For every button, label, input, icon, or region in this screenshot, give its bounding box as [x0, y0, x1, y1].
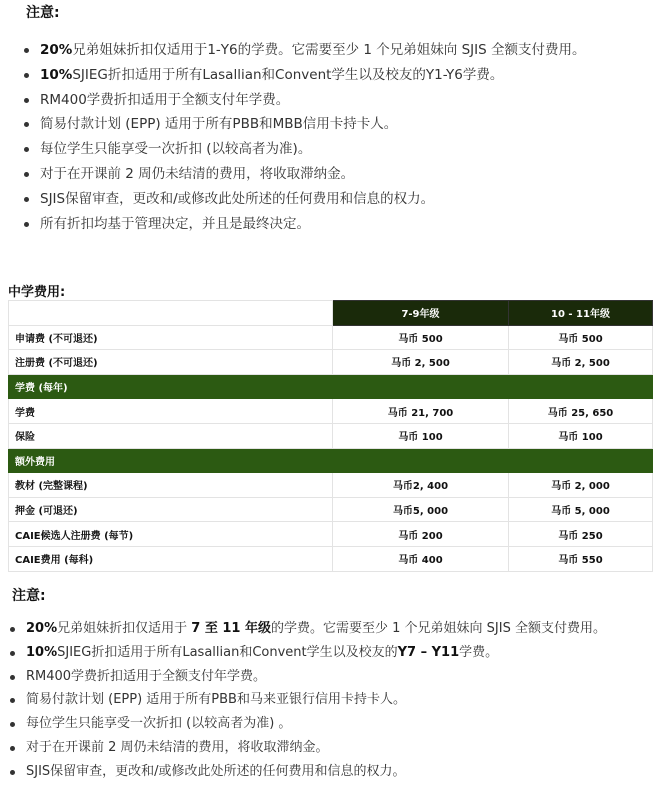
table-row: [9, 399, 653, 424]
row-label: CAIE费用 (每科): [9, 546, 333, 571]
list-item-text: RM400学费折扣适用于全额支付年学费。: [26, 668, 267, 684]
value-grade-10-11: 马币 550: [509, 546, 653, 571]
table-section-row: [9, 448, 653, 473]
notes-list-bottom: [8, 617, 606, 784]
list-item-text: 兄弟姐妹折扣仅适用于: [57, 621, 192, 636]
value-grade-7-9: 马币5, 000: [333, 497, 509, 522]
list-item-text: SJIEG折扣适用于所有Lasallian和Convent学生以及校友的: [57, 644, 398, 660]
list-item: [22, 38, 585, 63]
list-item-bold: 10%: [26, 644, 58, 660]
table-section-row: [9, 374, 653, 399]
row-label: 申请费 (不可退还): [9, 325, 333, 350]
value-grade-7-9: 马币 400: [333, 546, 509, 571]
list-item-text: 的学费。它需要至少 1 个兄弟姐妹向 SJIS 全额支付费用。: [270, 621, 606, 636]
list-item: [8, 760, 606, 784]
notes-heading-bottom: 注意:: [12, 588, 46, 604]
table-row: [9, 522, 653, 547]
row-label: 押金 (可退还): [9, 497, 333, 522]
list-item: [8, 641, 606, 665]
list-item: [8, 712, 606, 736]
list-item: [8, 617, 606, 641]
value-grade-10-11: 马币 25, 650: [509, 399, 653, 424]
list-item: [22, 88, 585, 113]
list-item-bold: 20%: [26, 621, 58, 636]
value-grade-7-9: 马币 2, 500: [333, 350, 509, 375]
list-item: [22, 187, 585, 212]
value-grade-10-11: 马币 2, 500: [509, 350, 653, 375]
list-item-bold: 7 至 11 年级: [191, 621, 271, 636]
list-item: [22, 112, 585, 137]
table-row: [9, 423, 653, 448]
list-item: [8, 688, 606, 712]
list-item: [22, 137, 585, 162]
value-grade-7-9: 马币 200: [333, 522, 509, 547]
list-item-bold: Y7 – Y11: [397, 644, 460, 660]
value-grade-7-9: 马币 500: [333, 325, 509, 350]
value-grade-7-9: 马币 100: [333, 423, 509, 448]
fee-table: [8, 300, 653, 572]
list-item: [8, 665, 606, 689]
value-grade-10-11: 马币 5, 000: [509, 497, 653, 522]
value-grade-7-9: 马币 21, 700: [333, 399, 509, 424]
secondary-fees-title: 中学费用:: [8, 285, 66, 300]
list-item: [8, 736, 606, 760]
notes-heading-top: 注意:: [26, 5, 60, 21]
list-item-text: 简易付款计划 (EPP) 适用于所有PBB和MBB信用卡持卡人。: [40, 116, 398, 133]
header-blank-cell: [9, 301, 333, 326]
table-row: [9, 473, 653, 498]
section-label: 学费 (每年): [9, 374, 653, 399]
list-item-text: 兄弟姐妹折扣仅适用于1-Y6的学费。它需要至少 1 个兄弟姐妹向 SJIS 全额支付费用。: [72, 42, 586, 58]
row-label: 保险: [9, 423, 333, 448]
list-item-text: 简易付款计划 (EPP) 适用于所有PBB和马来亚银行信用卡持卡人。: [26, 692, 406, 708]
value-grade-7-9: 马币2, 400: [333, 473, 509, 498]
row-label: CAIE候选人注册费 (每节): [9, 522, 333, 547]
row-label: 教材 (完整课程): [9, 473, 333, 498]
table-row: [9, 325, 653, 350]
table-header-row: [9, 301, 653, 326]
list-item: [22, 63, 585, 88]
list-item-bold: 20%: [40, 42, 73, 58]
list-item-text: 对于在开课前 2 周仍未结清的费用，将收取滞纳金。: [26, 739, 329, 755]
notes-list-top: [22, 38, 585, 236]
list-item-text: 所有折扣均基于管理决定，并且是最终决定。: [40, 215, 310, 232]
value-grade-10-11: 马币 100: [509, 423, 653, 448]
list-item-text: SJIEG折扣适用于所有Lasallian和Convent学生以及校友的Y1-Y6学费。: [72, 66, 504, 83]
table-row: [9, 350, 653, 375]
value-grade-10-11: 马币 250: [509, 522, 653, 547]
header-grade-7-9: 7-9年级: [333, 301, 509, 326]
list-item-text: 每位学生只能享受一次折扣 (以较高者为准) 。: [26, 716, 292, 732]
list-item-text: RM400学费折扣适用于全额支付年学费。: [40, 91, 290, 108]
list-item-text: 每位学生只能享受一次折扣 (以较高者为准)。: [40, 141, 312, 158]
table-row: [9, 497, 653, 522]
section-label: 额外费用: [9, 448, 653, 473]
list-item: [22, 212, 585, 237]
header-grade-10-11: 10 - 11年级: [509, 301, 653, 326]
list-item-text: 学费。: [459, 644, 499, 660]
list-item-text: SJIS保留审查，更改和/或修改此处所述的任何费用和信息的权力。: [26, 763, 406, 779]
list-item-text: SJIS保留审查，更改和/或修改此处所述的任何费用和信息的权力。: [40, 190, 435, 207]
row-label: 注册费 (不可退还): [9, 350, 333, 375]
list-item-text: 对于在开课前 2 周仍未结清的费用，将收取滞纳金。: [40, 165, 355, 182]
list-item: [22, 162, 585, 187]
row-label: 学费: [9, 399, 333, 424]
value-grade-10-11: 马币 500: [509, 325, 653, 350]
value-grade-10-11: 马币 2, 000: [509, 473, 653, 498]
list-item-bold: 10%: [40, 66, 73, 83]
table-row: [9, 546, 653, 571]
